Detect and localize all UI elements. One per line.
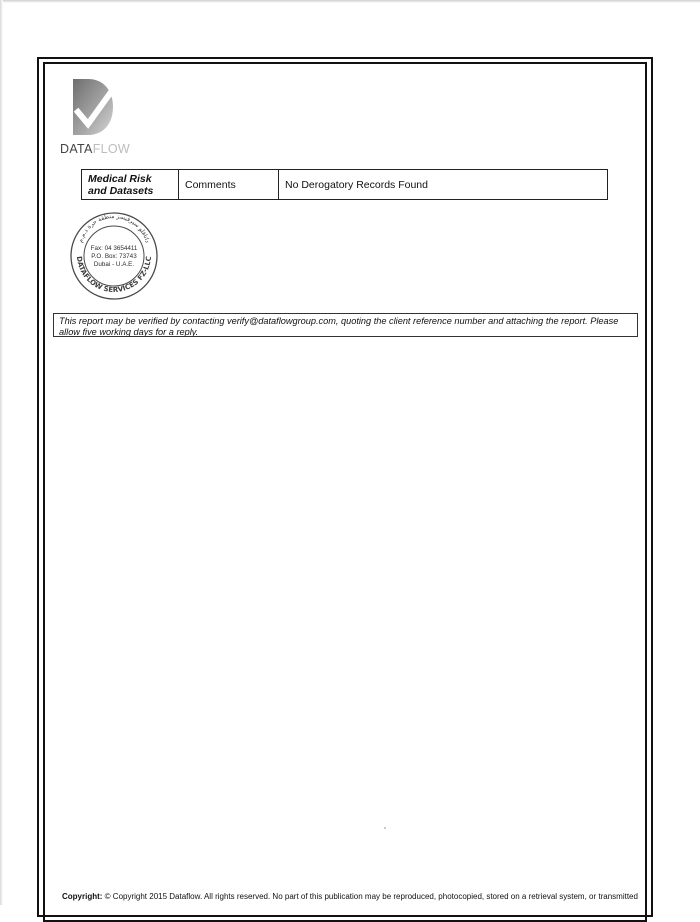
svg-text:داتافلو سيرفيسز منطقة حرة ذ.م.: داتافلو سيرفيسز منطقة حرة ذ.م.م [77, 212, 151, 244]
dataflow-logo [60, 78, 140, 158]
comments-label: Comments [179, 170, 279, 200]
record-category-label: Medical Risk and Datasets [82, 170, 179, 200]
svg-text:Dubai - U.A.E.: Dubai - U.A.E. [93, 261, 135, 268]
records-table [81, 169, 608, 200]
logo-wordmark: DATAFLOW [60, 142, 130, 156]
scan-edge-left [0, 0, 3, 905]
scan-speck [384, 827, 386, 829]
company-stamp [69, 211, 159, 301]
svg-text:DATAFLOW SERVICES FZ-LLC: DATAFLOW SERVICES FZ-LLC [74, 255, 154, 295]
table-row [82, 170, 608, 200]
comments-value: No Derogatory Records Found [279, 170, 608, 200]
dataflow-d-check-icon [72, 78, 114, 136]
svg-text:Fax: 04 3654411: Fax: 04 3654411 [90, 245, 138, 252]
copyright-footer: Copyright: © Copyright 2015 Dataflow. All rights reserved. No part of this publication may be reproduced, photocopied, stored on a retrieval system, or transmitted [62, 892, 638, 901]
verification-note: This report may be verified by contacting verify@dataflowgroup.com, quoting the client reference number and attaching the report. Please allow five working days for a reply. [53, 313, 638, 337]
svg-text:P.O. Box: 73743: P.O. Box: 73743 [91, 253, 137, 260]
scan-edge-top [0, 0, 700, 3]
